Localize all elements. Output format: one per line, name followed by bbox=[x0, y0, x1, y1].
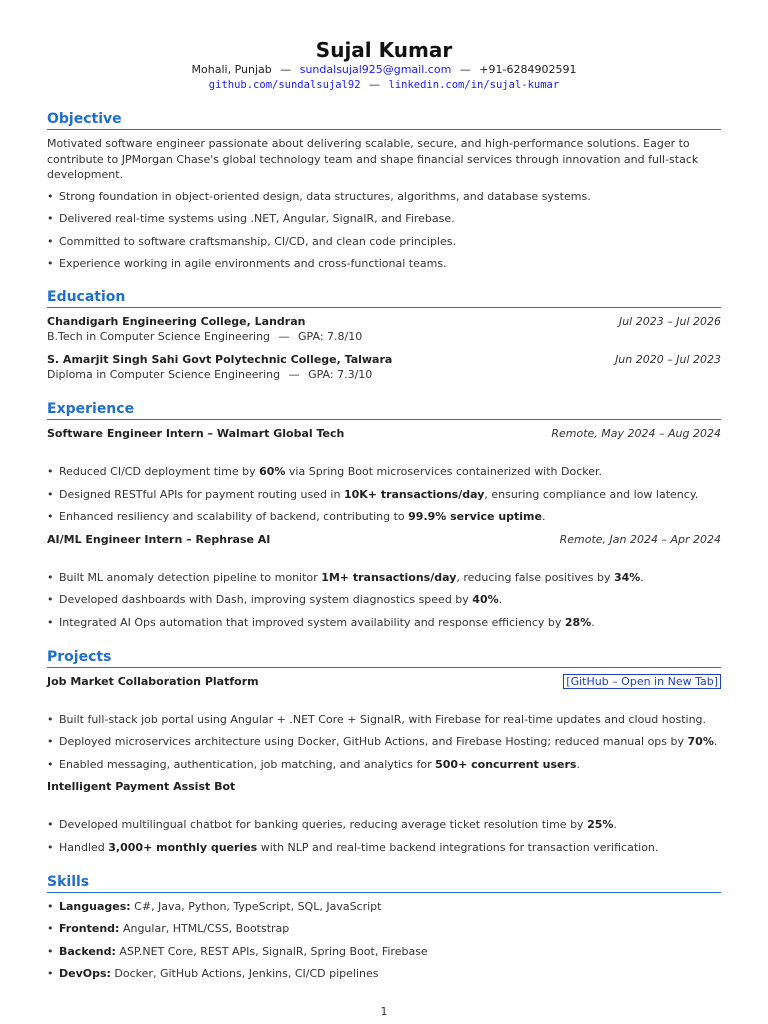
job-role: Software Engineer Intern – Walmart Global Tech bbox=[47, 427, 345, 440]
job-header bbox=[47, 532, 721, 547]
text: Built ML anomaly detection pipeline to monitor bbox=[59, 570, 322, 584]
list-item bbox=[47, 757, 721, 772]
highlight: 34% bbox=[613, 570, 641, 584]
education-row bbox=[47, 314, 721, 329]
highlight: 25% bbox=[587, 818, 614, 831]
text: Deployed microservices architecture using Docker, GitHub Actions, and Firebase Hosting; reduced manual ops by bbox=[59, 735, 688, 748]
resume-header bbox=[47, 38, 721, 93]
contact-line-2 bbox=[47, 77, 721, 93]
text: Integrated AI Ops automation that improved system availability and response efficiency by bbox=[59, 615, 565, 629]
section-title-education: Education bbox=[47, 288, 721, 308]
projects-section bbox=[47, 648, 721, 855]
school-name: S. Amarjit Singh Sahi Govt Polytechnic College, Talwara bbox=[47, 353, 393, 366]
text: . bbox=[498, 593, 503, 606]
highlight: 10K+ transactions/day bbox=[343, 487, 485, 501]
project-bullets bbox=[47, 817, 721, 855]
list-item bbox=[47, 487, 721, 502]
resume-page bbox=[47, 38, 721, 989]
skill-label: Frontend: bbox=[59, 922, 120, 935]
separator: — bbox=[278, 330, 290, 343]
project-name: Intelligent Payment Assist Bot bbox=[47, 780, 236, 793]
separator: — bbox=[459, 63, 471, 76]
page-number: 1 bbox=[380, 1005, 388, 1018]
text: . bbox=[541, 510, 546, 523]
education-row bbox=[47, 352, 721, 367]
email-link[interactable]: sundalsujal925@gmail.com bbox=[299, 63, 452, 76]
github-link[interactable]: github.com/sundalsujal92 bbox=[208, 79, 361, 91]
highlight: 3,000+ monthly queries bbox=[108, 840, 258, 854]
text: , ensuring compliance and low latency. bbox=[484, 487, 699, 501]
list-item: • Committed to software craftsmanship, CI/CD, and clean code principles. bbox=[47, 234, 721, 249]
list-item: • Built full-stack job portal using Angular + .NET Core + SignalR, with Firebase for real-time updates and cloud hosting. bbox=[47, 712, 721, 727]
list-item bbox=[47, 734, 721, 749]
text: Handled bbox=[59, 840, 109, 854]
section-title-objective: Objective bbox=[47, 110, 721, 130]
text: . bbox=[713, 735, 718, 748]
text: Developed dashboards with Dash, improving system diagnostics speed by bbox=[59, 593, 473, 606]
text: . bbox=[591, 615, 595, 629]
linkedin-link[interactable]: linkedin.com/in/sujal-kumar bbox=[388, 79, 560, 91]
education-entry bbox=[47, 352, 721, 382]
list-item bbox=[47, 899, 721, 914]
skills-list bbox=[47, 899, 721, 982]
gpa: GPA: 7.3/10 bbox=[308, 368, 373, 381]
highlight: 40% bbox=[472, 593, 499, 606]
education-entry bbox=[47, 314, 721, 344]
skills-section bbox=[47, 873, 721, 982]
objective-paragraph: Motivated software engineer passionate about delivering scalable, secure, and high-performance solutions. Eager to contribute to JPMorgan Chase's global technology team and shape financial services through innovation and full-stack development. bbox=[47, 137, 699, 181]
skill-value: C#, Java, Python, TypeScript, SQL, JavaScript bbox=[130, 899, 382, 913]
job-meta: Remote, May 2024 – Aug 2024 bbox=[551, 427, 721, 440]
education-dates: Jun 2020 – Jul 2023 bbox=[615, 353, 721, 366]
degree: B.Tech in Computer Science Engineering bbox=[47, 330, 271, 343]
job-bullets bbox=[47, 570, 721, 630]
candidate-name: Sujal Kumar bbox=[315, 38, 453, 62]
highlight: 99.9% service uptime bbox=[408, 510, 542, 523]
separator: — bbox=[280, 63, 292, 76]
text: . bbox=[640, 570, 644, 584]
objective-list bbox=[47, 189, 721, 272]
list-item bbox=[47, 817, 721, 832]
school-name: Chandigarh Engineering College, Landran bbox=[47, 315, 306, 328]
section-title-projects: Projects bbox=[47, 648, 721, 668]
text: Enabled messaging, authentication, job matching, and analytics for bbox=[59, 757, 436, 771]
list-item bbox=[47, 966, 721, 981]
highlight: 70% bbox=[687, 735, 714, 748]
job-meta: Remote, Jan 2024 – Apr 2024 bbox=[559, 532, 721, 546]
text: . bbox=[576, 757, 580, 771]
list-item bbox=[47, 944, 721, 959]
text: via Spring Boot microservices containerized with Docker. bbox=[285, 465, 603, 478]
project-name: Job Market Collaboration Platform bbox=[47, 674, 259, 688]
list-item: • Experience working in agile environments and cross-functional teams. bbox=[47, 256, 721, 271]
degree: Diploma in Computer Science Engineering bbox=[47, 368, 281, 381]
degree-line bbox=[47, 329, 721, 344]
text: Reduced CI/CD deployment time by bbox=[59, 465, 260, 478]
job-header bbox=[47, 426, 721, 441]
skill-value: Docker, GitHub Actions, Jenkins, CI/CD pipelines bbox=[110, 967, 379, 980]
text: Developed multilingual chatbot for banking queries, reducing average ticket resolution time by bbox=[59, 818, 588, 831]
text: . bbox=[613, 818, 617, 831]
skill-label: Languages: bbox=[59, 899, 131, 913]
list-item bbox=[47, 464, 721, 479]
list-item bbox=[47, 509, 721, 524]
text: Designed RESTful APIs for payment routing used in bbox=[59, 487, 344, 501]
skill-label: Backend: bbox=[59, 944, 116, 958]
github-project-link[interactable]: [GitHub – Open in New Tab] bbox=[563, 674, 721, 689]
phone: +91-6284902591 bbox=[479, 63, 577, 76]
skill-value: Angular, HTML/CSS, Bootstrap bbox=[119, 922, 290, 935]
objective-section bbox=[47, 110, 721, 271]
experience-section bbox=[47, 400, 721, 630]
location: Mohali, Punjab bbox=[191, 63, 272, 76]
job-bullets bbox=[47, 464, 721, 524]
job-role: AI/ML Engineer Intern – Rephrase AI bbox=[47, 532, 271, 546]
text: with NLP and real-time backend integrations for transaction verification. bbox=[257, 840, 659, 854]
text: Enhanced resiliency and scalability of backend, contributing to bbox=[59, 510, 409, 523]
project-header bbox=[47, 674, 721, 689]
list-item: • Delivered real-time systems using .NET, Angular, SignalR, and Firebase. bbox=[47, 211, 721, 226]
education-dates: Jul 2023 – Jul 2026 bbox=[618, 315, 721, 328]
list-item bbox=[47, 615, 721, 630]
list-item bbox=[47, 570, 721, 585]
education-section bbox=[47, 288, 721, 382]
highlight: 500+ concurrent users bbox=[435, 757, 577, 771]
list-item bbox=[47, 921, 721, 936]
text: , reducing false positives by bbox=[456, 570, 614, 584]
project-bullets bbox=[47, 712, 721, 772]
degree-line bbox=[47, 367, 721, 382]
highlight: 1M+ transactions/day bbox=[321, 570, 457, 584]
project-header bbox=[47, 779, 721, 794]
list-item: • Strong foundation in object-oriented design, data structures, algorithms, and database systems. bbox=[47, 189, 721, 204]
skill-label: DevOps: bbox=[59, 967, 111, 980]
list-item bbox=[47, 840, 721, 855]
section-title-experience: Experience bbox=[47, 400, 721, 420]
contact-line-1 bbox=[47, 62, 721, 77]
separator: — bbox=[288, 368, 300, 381]
highlight: 28% bbox=[564, 615, 592, 629]
list-item bbox=[47, 592, 721, 607]
highlight: 60% bbox=[259, 465, 286, 478]
skill-value: ASP.NET Core, REST APIs, SignalR, Spring Boot, Firebase bbox=[115, 944, 428, 958]
gpa: GPA: 7.8/10 bbox=[298, 330, 363, 343]
separator: — bbox=[369, 78, 381, 91]
section-title-skills: Skills bbox=[47, 873, 721, 893]
